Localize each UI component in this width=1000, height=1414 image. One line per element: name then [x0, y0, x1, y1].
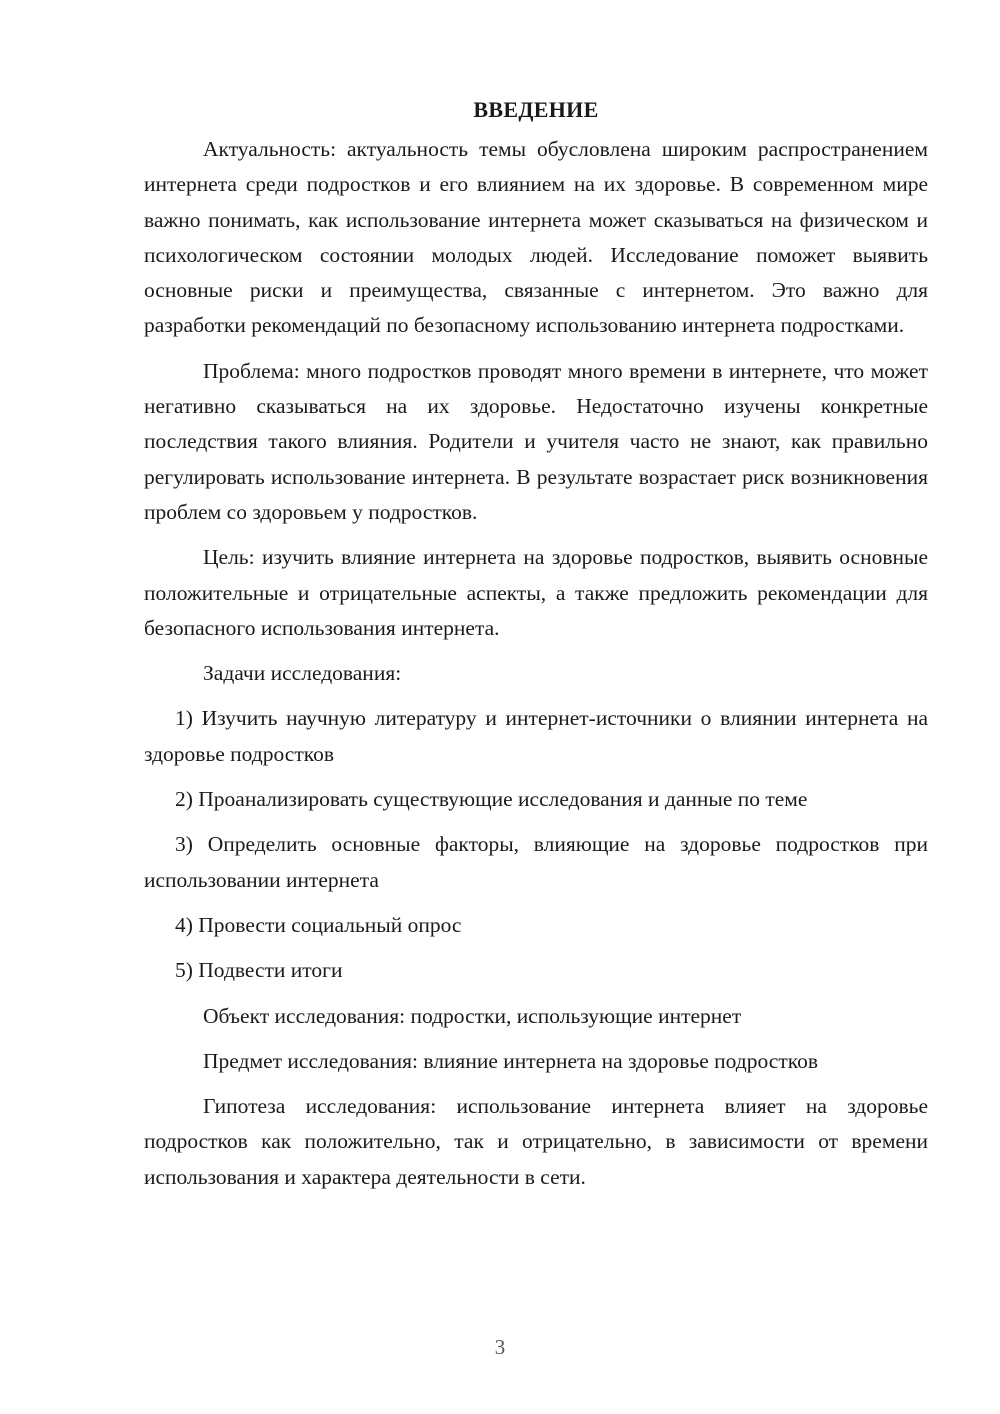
page-number: 3: [494, 1335, 506, 1359]
document-title: ВВЕДЕНИЕ: [473, 97, 599, 122]
task-item-5: 5) Подвести итоги: [175, 958, 343, 983]
paragraph-subject: Предмет исследования: влияние интернета на здоровье подростков: [203, 1048, 818, 1073]
paragraph-hypothesis: Гипотеза исследования: использование интернета влияет на здоровье подростков как положительно, так и отрицательно, в зависимости от времени использования и характера деятельности в сети.: [144, 1094, 928, 1189]
paragraph-relevance: Актуальность: актуальность темы обусловлена широким распространением интернета среди подростков и его влиянием на их здоровье. В современном мире важно понимать, как использование интернета может сказываться на физическом и психологическом состоянии молодых людей. Исследование поможет выявить основные риски и преимущества, связанные с интернетом. Это важно для разработки рекомендаций по безопасному использованию интернета подростками.: [144, 137, 928, 338]
document-page: [144, 92, 928, 1205]
paragraph-tasks-heading: Задачи исследования:: [203, 661, 402, 686]
task-item-1: 1) Изучить научную литературу и интернет-источники о влиянии интернета на здоровье подростков: [144, 706, 928, 766]
paragraph-problem: Проблема: много подростков проводят много времени в интернете, что может негативно сказываться на их здоровье. Недостаточно изучены конкретные последствия такого влияния. Родители и учителя часто не знают, как правильно регулировать использование интернета. В результате возрастает риск возникновения проблем со здоровьем у подростков.: [144, 358, 928, 524]
paragraph-goal: Цель: изучить влияние интернета на здоровье подростков, выявить основные положительные и отрицательные аспекты, а также предложить рекомендации для безопасного использования интернета.: [144, 545, 928, 640]
paragraph-object: Объект исследования: подростки, использующие интернет: [203, 1003, 742, 1028]
task-item-3: 3) Определить основные факторы, влияющие на здоровье подростков при использовании интернета: [144, 832, 928, 892]
task-item-2: 2) Проанализировать существующие исследования и данные по теме: [175, 787, 808, 812]
task-item-4: 4) Провести социальный опрос: [175, 912, 462, 937]
